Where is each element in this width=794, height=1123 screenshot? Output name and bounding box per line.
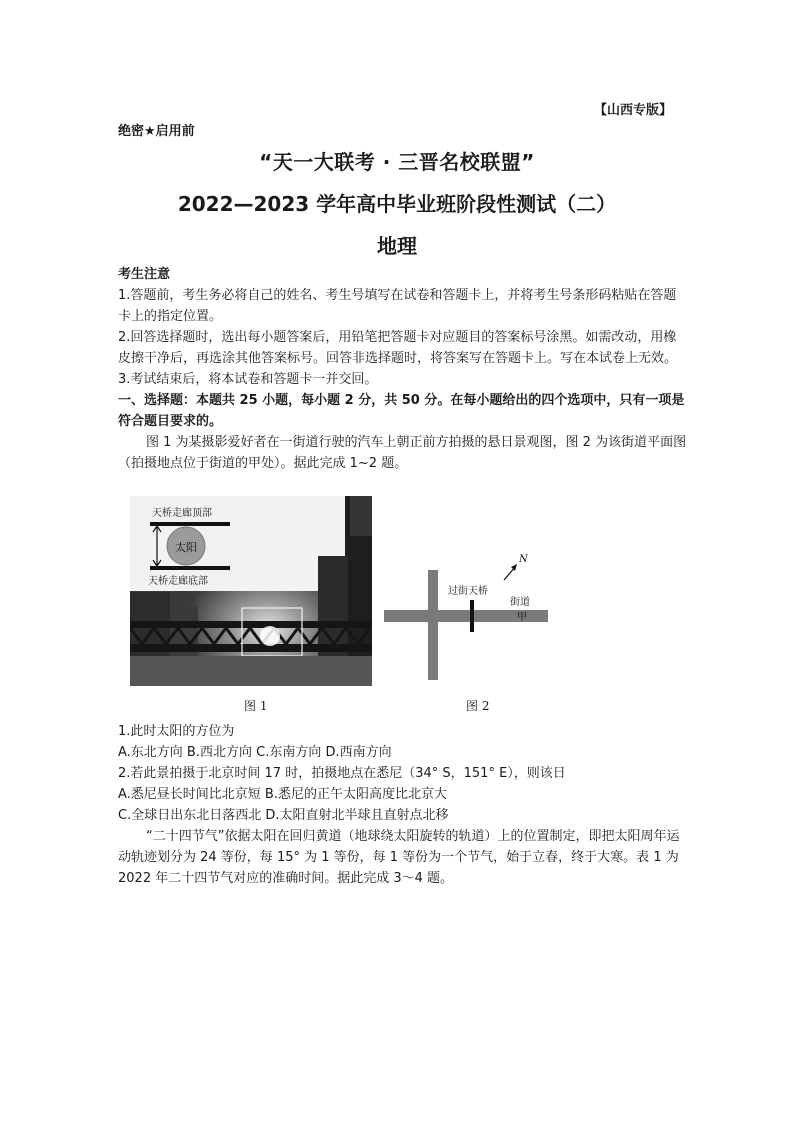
figure-1-svg — [130, 496, 372, 686]
figure-1-caption: 图 1 — [244, 699, 268, 713]
region-tag: 【山西专版】 — [593, 103, 672, 118]
figure-1-photo — [130, 496, 372, 686]
notice-item-2: 2.回答选择题时，选出每小题答案后，用铅笔把答题卡对应题目的答案标号涂黑。如需改动，用橡皮擦干净后，再选涂其他答案标号。回答非选择题时，将答案写在答题卡上。写在本试卷上无效。 — [118, 330, 678, 366]
vertical-street — [428, 570, 438, 680]
notice-item-3: 3.考试结束后，将本试卷和答题卡一并交回。 — [118, 372, 378, 387]
question-2-options-cd: C.全球日出东北日落西北 D.太阳直射北半球且直射点北移 — [118, 808, 449, 823]
footbridge-label: 过街天桥 — [448, 586, 488, 597]
exam-alliance-title: “天一大联考 · 三晋名校联盟” — [259, 150, 535, 174]
figure-2-caption: 图 2 — [466, 699, 490, 713]
corridor-bottom-label: 天桥走廊底部 — [148, 576, 208, 587]
sun-label: 太阳 — [175, 541, 197, 554]
footbridge — [470, 600, 474, 632]
notice-heading: 考生注意 — [118, 267, 171, 282]
notice-block — [118, 264, 688, 474]
street-label: 街道 — [510, 597, 530, 608]
questions-block — [118, 721, 688, 889]
subject-title: 地理 — [377, 234, 417, 258]
north-label: N — [519, 554, 528, 565]
question-2-options-ab: A.悉尼昼长时间比北京短 B.悉尼的正午太阳高度比北京大 — [118, 787, 447, 802]
point-jia-label: 甲 — [517, 612, 527, 623]
question-2-stem: 2.若此景拍摄于北京时间 17 时，拍摄地点在悉尼（34° S，151° E），则该日 — [118, 766, 566, 781]
exam-title: 2022—2023 学年高中毕业班阶段性测试（二） — [177, 192, 617, 216]
street — [130, 656, 372, 686]
sun-glow — [260, 626, 280, 646]
secret-mark: 绝密★启用前 — [118, 124, 195, 139]
question-intro-1: 图 1 为某摄影爱好者在一街道行驶的汽车上朝正前方拍摄的悬日景观图，图 2 为该街道平面图（拍摄地点位于街道的甲处）。据此完成 1~2 题。 — [118, 435, 687, 471]
building-top — [350, 496, 372, 536]
notice-item-1: 1.答题前，考生务必将自己的姓名、考生号填写在试卷和答题卡上，并将考生号条形码粘贴在答题卡上的指定位置。 — [118, 288, 677, 324]
question-intro-2: “二十四节气”依据太阳在回归黄道（地球绕太阳旋转的轨道）上的位置制定，即把太阳周年运动轨迹划分为 24 等份，每 15° 为 1 等份，每 1 等份为一个节气，始于立春，终于大寒。表 1 为 2022 年二十四节气对应的准确时间。据此完成 3～4 题。 — [118, 829, 680, 886]
corridor-top-label: 天桥走廊顶部 — [152, 508, 212, 519]
section-heading: 一、选择题：本题共 25 小题，每小题 2 分，共 50 分。在每小题给出的四个选项中，只有一项是符合题目要求的。 — [118, 393, 685, 429]
figure-2-map — [384, 540, 554, 680]
figure-2-svg — [384, 540, 554, 680]
question-1-stem: 1.此时太阳的方位为 — [118, 724, 235, 739]
question-1-options: A.东北方向 B.西北方向 C.东南方向 D.西南方向 — [118, 745, 392, 760]
